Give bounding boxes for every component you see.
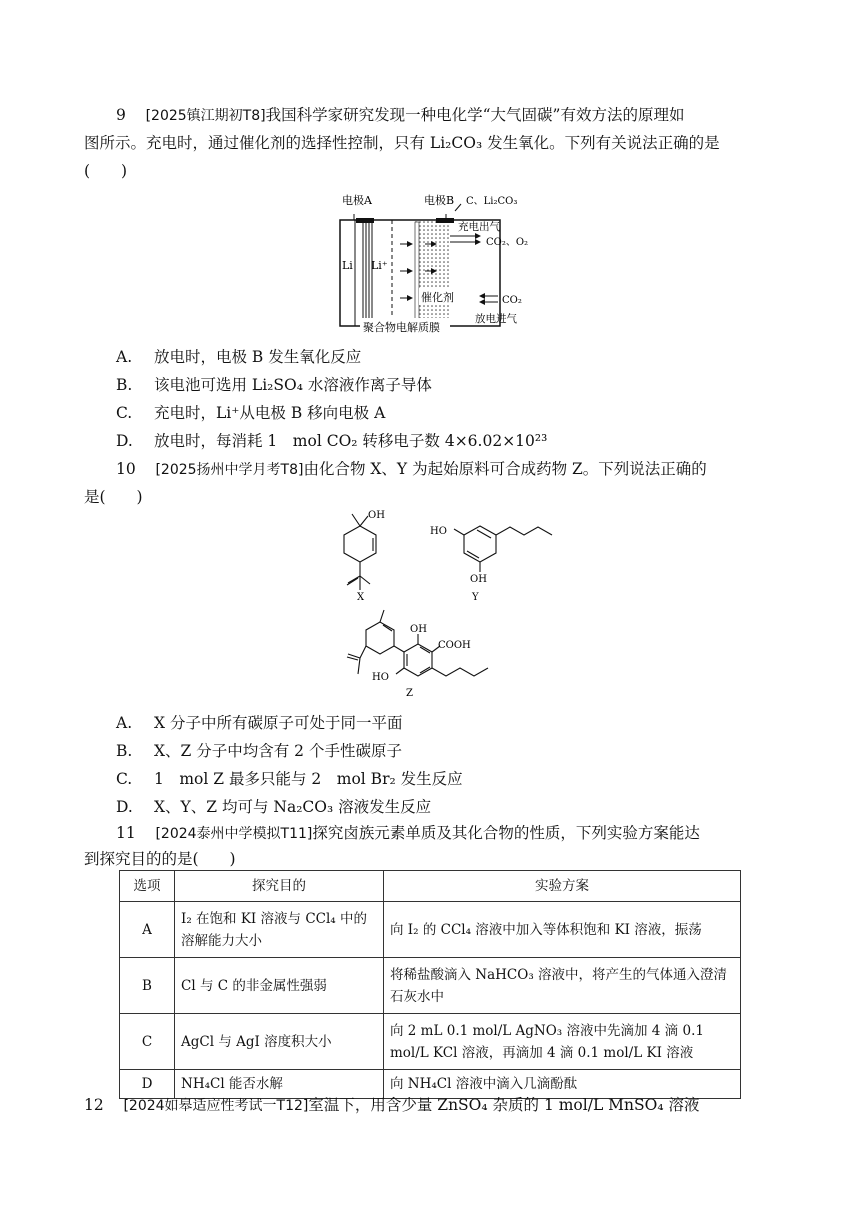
q9-paren: ( ) [84, 162, 128, 180]
table-header: 探究目的 [175, 871, 384, 902]
co2-o2-label: CO₂、O₂ [486, 237, 529, 248]
svg-text:HO: HO [372, 672, 389, 683]
x-label: X [357, 592, 365, 603]
q9-option-d: D. 放电时，每消耗 1 mol CO₂ 转移电子数 4×6.02×10²³ [116, 432, 548, 450]
charge-out-label: 充电出气 [458, 221, 500, 233]
q10-structure-z [340, 602, 520, 700]
svg-text:COOH: COOH [438, 640, 471, 651]
electrode-a-label: 电极A [342, 194, 372, 207]
q10-source-tag: [2025扬州中学月考T8] [155, 462, 304, 478]
svg-text:HO: HO [430, 526, 447, 537]
q9-stem-line2: 图所示。充电时，通过催化剂的选择性控制，只有 Li₂CO₃ 发生氧化。下列有关说法正确的是 [84, 134, 720, 152]
q9-source-tag: [2025镇江期初T8] [145, 108, 266, 124]
table-row: A I₂ 在饱和 KI 溶液与 CCl₄ 中的溶解能力大小 向 I₂ 的 CCl₄ 溶液中加入等体积饱和 KI 溶液，振荡 [120, 902, 741, 958]
co2-in-label: CO₂ [502, 295, 522, 306]
q12-stem-line1 [84, 1092, 700, 1119]
q10-number: 10 [116, 460, 136, 478]
q10-option-d: D. X、Y、Z 均可与 Na₂CO₃ 溶液发生反应 [116, 798, 432, 816]
table-header: 实验方案 [384, 871, 741, 902]
q9-option-c: C. 充电时，Li⁺从电极 B 移向电极 A [116, 404, 386, 422]
membrane-label: 聚合物电解质膜 [363, 321, 440, 334]
catalyst-label: 催化剂 [421, 291, 454, 304]
q9-option-a: A. 放电时，电极 B 发生氧化反应 [116, 348, 362, 366]
q11-experiment-table [119, 870, 741, 1099]
q12-stem-text1: 室温下，用含少量 ZnSO₄ 杂质的 1 mol/L MnSO₄ 溶液 [308, 1096, 700, 1114]
svg-text:OH: OH [470, 574, 487, 585]
discharge-in-label: 放电进气 [475, 313, 517, 325]
q9-number: 9 [116, 106, 126, 124]
electrode-b-label: 电极B [424, 194, 455, 207]
q9-option-b: B. 该电池可选用 Li₂SO₄ 水溶液作离子导体 [116, 376, 432, 394]
q11-stem-text1: 探究卤族元素单质及其化合物的性质，下列实验方案能达 [312, 824, 700, 842]
q12-source-tag: [2024如皋适应性考试一T12] [123, 1098, 309, 1114]
q10-option-b: B. X、Z 分子中均含有 2 个手性碳原子 [116, 742, 402, 760]
table-header: 选项 [120, 871, 175, 902]
q12-number: 12 [84, 1096, 104, 1114]
q10-option-c: C. 1 mol Z 最多只能与 2 mol Br₂ 发生反应 [116, 770, 463, 788]
q10-structures-xy [330, 508, 570, 604]
q10-stem-line1 [116, 456, 707, 483]
q11-number: 11 [116, 824, 136, 842]
z-label: Z [406, 688, 413, 699]
q10-stem-line2: 是( ) [84, 488, 143, 506]
q10-option-a: A. X 分子中所有碳原子可处于同一平面 [116, 714, 403, 732]
q11-stem-line1 [116, 820, 700, 847]
svg-text:OH: OH [410, 624, 427, 635]
table-row: C AgCl 与 AgI 溶度积大小 向 2 mL 0.1 mol/L AgNO₃ 溶液中先滴加 4 滴 0.1 mol/L KCl 溶液，再滴加 4 滴 0.1 mol/L KI 溶液 [120, 1014, 741, 1070]
q10-stem-text1: 由化合物 X、Y 为起始原料可合成药物 Z。下列说法正确的 [303, 460, 707, 478]
q9-battery-diagram [330, 184, 560, 334]
q11-stem-line2: 到探究目的的是( ) [84, 850, 236, 868]
q11-source-tag: [2024泰州中学模拟T11] [155, 826, 313, 842]
c-li2co3-label: C、Li₂CO₃ [466, 196, 518, 207]
table-header-row [120, 871, 741, 902]
q9-stem-text1: 我国科学家研究发现一种电化学“大气固碳”有效方法的原理如 [265, 106, 685, 124]
y-label: Y [472, 592, 479, 603]
li-label: Li [342, 259, 353, 272]
svg-text:OH: OH [368, 510, 385, 521]
table-row: B Cl 与 C 的非金属性强弱 将稀盐酸滴入 NaHCO₃ 溶液中，将产生的气体通入澄清石灰水中 [120, 958, 741, 1014]
li-ion-label: Li⁺ [371, 259, 388, 272]
table-row: D NH₄Cl 能否水解 向 NH₄Cl 溶液中滴入几滴酚酞 [120, 1070, 741, 1099]
q9-stem-line1 [116, 102, 684, 129]
